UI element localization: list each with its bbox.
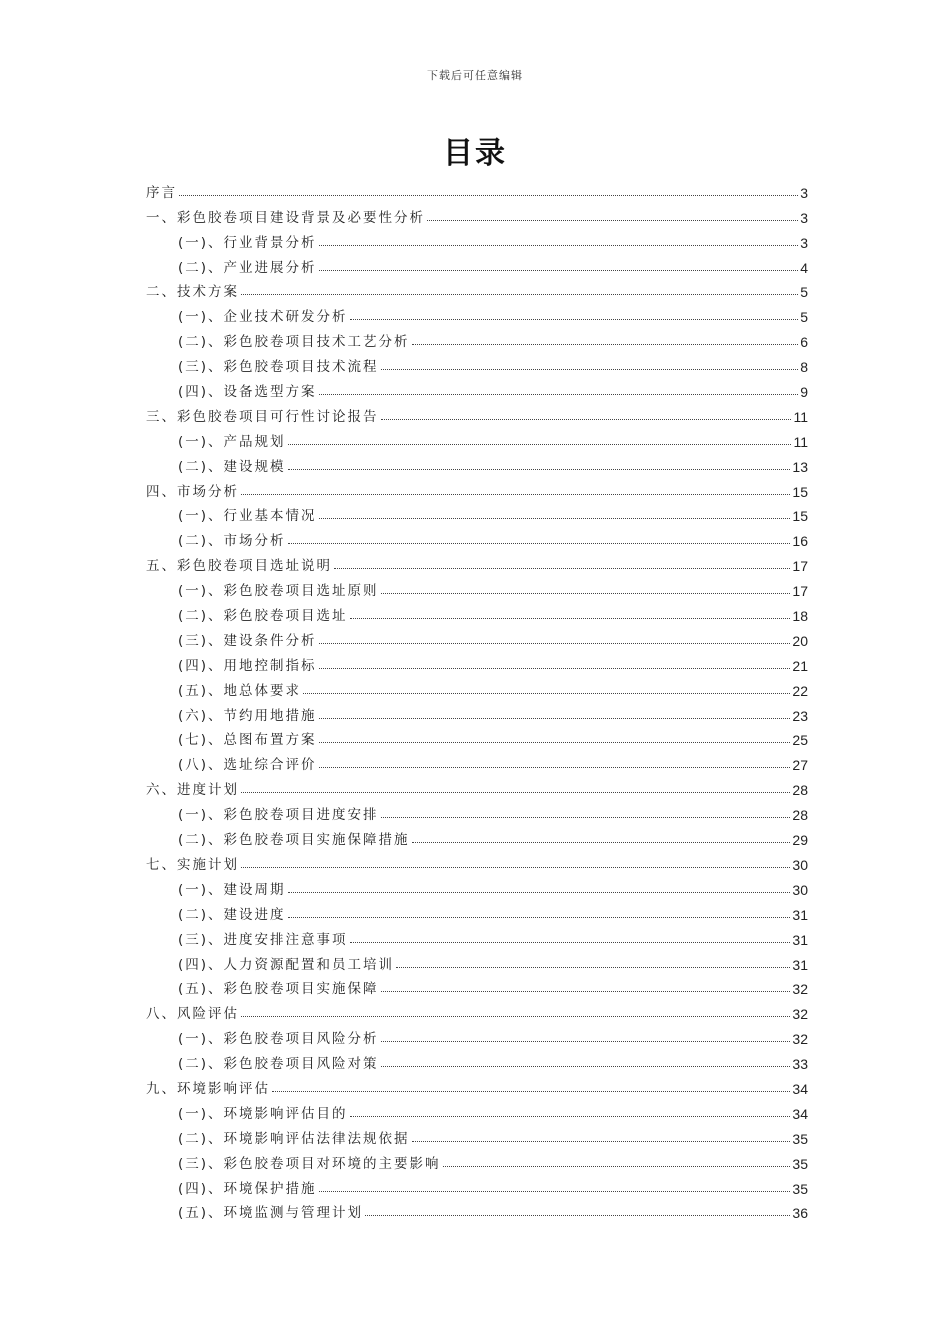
- toc-entry[interactable]: [146, 973, 808, 998]
- toc-entry-label: 八、风险评估: [146, 1006, 239, 1023]
- toc-entry[interactable]: [146, 176, 808, 201]
- toc-entry-label: (五)、彩色胶卷项目实施保障: [178, 981, 379, 998]
- toc-entry-label: (四)、人力资源配置和员工培训: [178, 956, 395, 973]
- toc-entry-page: 13: [792, 458, 808, 475]
- toc-entry[interactable]: [146, 898, 808, 923]
- toc-entry[interactable]: [146, 1122, 808, 1147]
- toc-entry-page: 33: [792, 1056, 808, 1073]
- toc-entry-page: 35: [792, 1155, 808, 1172]
- toc-entry[interactable]: [146, 1022, 808, 1047]
- toc-entry-page: 30: [792, 856, 808, 873]
- toc-entry-label: (二)、彩色胶卷项目风险对策: [178, 1056, 379, 1073]
- toc-entry-label: (六)、节约用地措施: [178, 707, 317, 724]
- toc-entry-page: 32: [792, 1031, 808, 1048]
- toc-entry[interactable]: [146, 500, 808, 525]
- toc-entry[interactable]: [146, 798, 808, 823]
- toc-entry[interactable]: [146, 873, 808, 898]
- toc-entry-page: 16: [792, 533, 808, 550]
- toc-entry-page: 22: [792, 682, 808, 699]
- toc-entry-page: 28: [792, 807, 808, 824]
- toc-entry[interactable]: [146, 1097, 808, 1122]
- toc-entry-label: (二)、建设规模: [178, 458, 286, 475]
- toc-leader-dots: [319, 270, 799, 271]
- toc-leader-dots: [412, 842, 791, 843]
- toc-entry[interactable]: [146, 748, 808, 773]
- toc-entry[interactable]: [146, 699, 808, 724]
- toc-entry-label: (一)、建设周期: [178, 881, 286, 898]
- toc-entry-page: 27: [792, 757, 808, 774]
- toc-leader-dots: [412, 344, 799, 345]
- toc-entry-label: (三)、建设条件分析: [178, 632, 317, 649]
- toc-entry-label: (一)、环境影响评估目的: [178, 1105, 348, 1122]
- toc-leader-dots: [350, 319, 799, 320]
- toc-entry-label: 二、技术方案: [146, 284, 239, 301]
- toc-leader-dots: [288, 892, 791, 893]
- toc-leader-dots: [365, 1215, 790, 1216]
- toc-entry[interactable]: [146, 524, 808, 549]
- toc-entry[interactable]: [146, 276, 808, 301]
- toc-leader-dots: [319, 518, 791, 519]
- toc-entry[interactable]: [146, 425, 808, 450]
- toc-leader-dots: [288, 543, 791, 544]
- toc-entry-page: 23: [792, 707, 808, 724]
- toc-leader-dots: [381, 419, 792, 420]
- toc-entry[interactable]: [146, 724, 808, 749]
- toc-entry-page: 17: [792, 558, 808, 575]
- toc-entry-page: 9: [800, 384, 808, 401]
- toc-entry-label: (一)、彩色胶卷项目进度安排: [178, 807, 379, 824]
- toc-leader-dots: [334, 568, 790, 569]
- toc-leader-dots: [241, 294, 798, 295]
- toc-leader-dots: [241, 792, 790, 793]
- toc-leader-dots: [241, 494, 790, 495]
- toc-entry-label: (二)、彩色胶卷项目选址: [178, 608, 348, 625]
- toc-entry-label: (一)、行业背景分析: [178, 234, 317, 251]
- toc-entry-page: 31: [792, 956, 808, 973]
- toc-leader-dots: [319, 767, 791, 768]
- toc-leader-dots: [350, 942, 791, 943]
- toc-entry-page: 28: [792, 782, 808, 799]
- header-note: 下载后可任意编辑: [427, 69, 523, 82]
- table-of-contents: [146, 176, 808, 1221]
- toc-entry-label: (五)、地总体要求: [178, 682, 302, 699]
- toc-entry-label: (三)、彩色胶卷项目对环境的主要影响: [178, 1155, 441, 1172]
- toc-entry[interactable]: [146, 1047, 808, 1072]
- toc-entry-page: 34: [792, 1080, 808, 1097]
- toc-entry-page: 15: [792, 508, 808, 525]
- toc-entry-page: 31: [792, 906, 808, 923]
- toc-leader-dots: [288, 469, 791, 470]
- toc-leader-dots: [319, 718, 791, 719]
- toc-entry-page: 18: [792, 608, 808, 625]
- toc-leader-dots: [319, 742, 791, 743]
- toc-leader-dots: [303, 693, 790, 694]
- page-title: 目录: [443, 136, 507, 171]
- toc-leader-dots: [427, 220, 798, 221]
- toc-entry-label: 一、彩色胶卷项目建设背景及必要性分析: [146, 209, 425, 226]
- toc-leader-dots: [350, 618, 791, 619]
- toc-entry-label: 六、进度计划: [146, 782, 239, 799]
- toc-entry-label: (二)、环境影响评估法律法规依据: [178, 1130, 410, 1147]
- toc-entry[interactable]: [146, 251, 808, 276]
- toc-leader-dots: [288, 917, 791, 918]
- toc-entry[interactable]: [146, 773, 808, 798]
- toc-entry-label: (一)、行业基本情况: [178, 508, 317, 525]
- toc-leader-dots: [241, 867, 790, 868]
- toc-entry-label: 四、市场分析: [146, 483, 239, 500]
- toc-leader-dots: [396, 967, 790, 968]
- toc-entry-page: 3: [800, 234, 808, 251]
- toc-entry-page: 8: [800, 359, 808, 376]
- toc-entry-label: (一)、企业技术研发分析: [178, 309, 348, 326]
- toc-leader-dots: [412, 1141, 791, 1142]
- toc-entry[interactable]: [146, 450, 808, 475]
- toc-entry-label: (八)、选址综合评价: [178, 757, 317, 774]
- toc-leader-dots: [319, 1191, 791, 1192]
- toc-entry[interactable]: [146, 1197, 808, 1222]
- toc-entry-label: (五)、环境监测与管理计划: [178, 1205, 364, 1222]
- toc-entry[interactable]: [146, 997, 808, 1022]
- toc-entry-page: 25: [792, 732, 808, 749]
- toc-leader-dots: [350, 1116, 791, 1117]
- toc-entry[interactable]: [146, 574, 808, 599]
- toc-entry[interactable]: [146, 823, 808, 848]
- toc-entry-page: 6: [800, 334, 808, 351]
- toc-leader-dots: [381, 1066, 791, 1067]
- toc-leader-dots: [179, 195, 798, 196]
- toc-leader-dots: [381, 991, 791, 992]
- toc-entry-page: 35: [792, 1130, 808, 1147]
- toc-leader-dots: [319, 394, 799, 395]
- toc-entry-page: 35: [792, 1180, 808, 1197]
- toc-entry-label: (二)、彩色胶卷项目技术工艺分析: [178, 334, 410, 351]
- toc-entry-page: 5: [800, 309, 808, 326]
- toc-leader-dots: [272, 1091, 790, 1092]
- toc-entry-label: (三)、彩色胶卷项目技术流程: [178, 359, 379, 376]
- toc-leader-dots: [381, 817, 791, 818]
- toc-entry[interactable]: [146, 1072, 808, 1097]
- toc-entry-label: (二)、建设进度: [178, 906, 286, 923]
- toc-entry-page: 21: [792, 657, 808, 674]
- toc-entry-label: 九、环境影响评估: [146, 1080, 270, 1097]
- toc-entry-label: 三、彩色胶卷项目可行性讨论报告: [146, 408, 379, 425]
- toc-entry[interactable]: [146, 400, 808, 425]
- toc-entry-page: 11: [793, 408, 808, 425]
- toc-entry[interactable]: [146, 549, 808, 574]
- toc-entry[interactable]: [146, 674, 808, 699]
- toc-leader-dots: [381, 1041, 791, 1042]
- toc-entry[interactable]: [146, 599, 808, 624]
- toc-entry-label: (一)、产品规划: [178, 433, 286, 450]
- toc-entry[interactable]: [146, 300, 808, 325]
- toc-entry-page: 32: [792, 981, 808, 998]
- toc-entry-page: 31: [792, 931, 808, 948]
- toc-leader-dots: [381, 593, 791, 594]
- toc-leader-dots: [381, 369, 799, 370]
- toc-entry-label: (四)、用地控制指标: [178, 657, 317, 674]
- toc-entry-label: (四)、环境保护措施: [178, 1180, 317, 1197]
- toc-entry[interactable]: [146, 350, 808, 375]
- toc-entry-page: 5: [800, 284, 808, 301]
- toc-entry[interactable]: [146, 1172, 808, 1197]
- toc-entry[interactable]: [146, 948, 808, 973]
- toc-entry-label: 七、实施计划: [146, 856, 239, 873]
- toc-entry-page: 20: [792, 632, 808, 649]
- toc-entry[interactable]: [146, 226, 808, 251]
- toc-leader-dots: [241, 1016, 790, 1017]
- toc-entry-label: 五、彩色胶卷项目选址说明: [146, 558, 332, 575]
- toc-leader-dots: [288, 444, 792, 445]
- toc-entry-label: (三)、进度安排注意事项: [178, 931, 348, 948]
- toc-entry-label: (二)、彩色胶卷项目实施保障措施: [178, 832, 410, 849]
- toc-entry-page: 3: [800, 209, 808, 226]
- toc-entry-label: (一)、彩色胶卷项目选址原则: [178, 583, 379, 600]
- toc-entry-page: 11: [793, 433, 808, 450]
- toc-entry-label: (七)、总图布置方案: [178, 732, 317, 749]
- toc-entry-page: 4: [800, 259, 808, 276]
- toc-leader-dots: [443, 1166, 791, 1167]
- toc-entry-label: (一)、彩色胶卷项目风险分析: [178, 1031, 379, 1048]
- toc-entry[interactable]: [146, 649, 808, 674]
- toc-entry-page: 36: [792, 1205, 808, 1222]
- toc-entry[interactable]: [146, 325, 808, 350]
- toc-leader-dots: [319, 643, 791, 644]
- toc-entry-page: 30: [792, 881, 808, 898]
- toc-entry[interactable]: [146, 375, 808, 400]
- toc-leader-dots: [319, 668, 791, 669]
- toc-entry-page: 3: [800, 184, 808, 201]
- toc-entry-label: (二)、产业进展分析: [178, 259, 317, 276]
- toc-entry-label: (四)、设备选型方案: [178, 384, 317, 401]
- toc-entry[interactable]: [146, 1147, 808, 1172]
- toc-entry-label: 序言: [146, 184, 177, 201]
- toc-entry[interactable]: [146, 475, 808, 500]
- toc-entry-page: 15: [792, 483, 808, 500]
- toc-entry-page: 29: [792, 832, 808, 849]
- toc-leader-dots: [319, 245, 799, 246]
- toc-entry[interactable]: [146, 848, 808, 873]
- toc-entry[interactable]: [146, 923, 808, 948]
- toc-entry[interactable]: [146, 624, 808, 649]
- toc-entry-page: 32: [792, 1006, 808, 1023]
- toc-entry-page: 17: [792, 583, 808, 600]
- toc-entry[interactable]: [146, 201, 808, 226]
- toc-entry-page: 34: [792, 1105, 808, 1122]
- toc-entry-label: (二)、市场分析: [178, 533, 286, 550]
